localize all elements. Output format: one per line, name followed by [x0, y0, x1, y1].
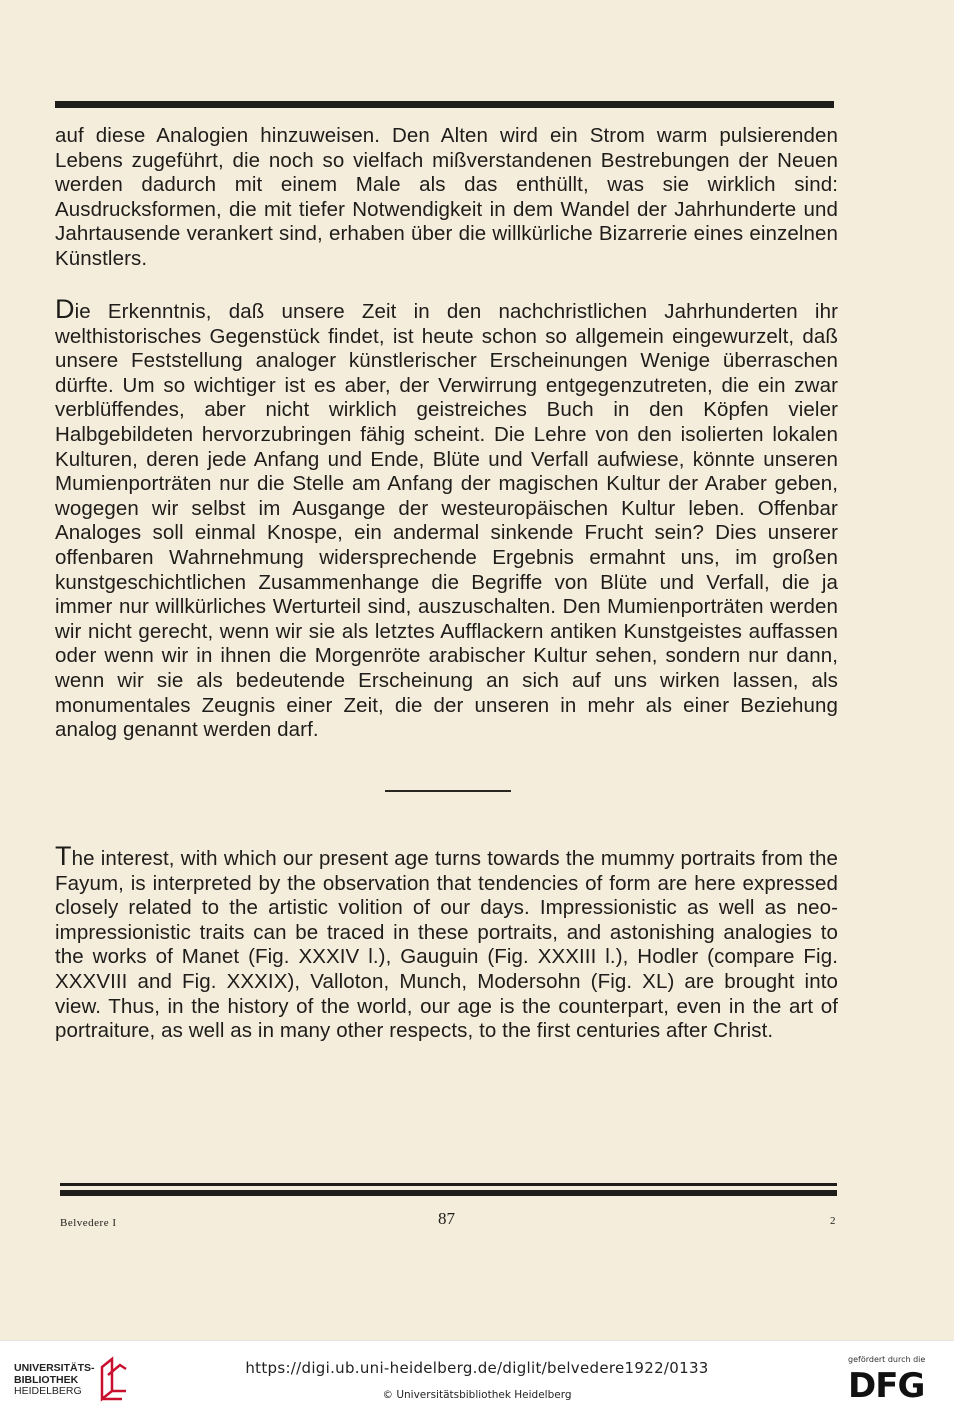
- page-number: 87: [438, 1209, 455, 1228]
- paragraph-german-1-text: auf diese Analogien hinzuweisen. Den Alten wird ein Strom warm pulsierenden Lebens zugeführt, die noch so vielfach mißverstandenen Bestrebungen der Neuen werden dadurch mit einem Male als das enthüllt, was sie wirklich sind: Ausdrucksformen, die mit tiefer Notwendigkeit in dem Wandel der Jahrhunderte und Jahrtausende verankert sind, erhaben über die willkürliche Bizarrerie eines einzelnen Künstlers.: [55, 124, 838, 270]
- bottom-rule-thin: [60, 1183, 837, 1186]
- copyright-notice: © Universitätsbibliothek Heidelberg: [382, 1389, 572, 1401]
- paragraph-german-2-text: ie Erkenntnis, daß unsere Zeit in den nachchristlichen Jahrhunderten ihr welthistorisches Gegenstück findet, ist heute schon so allgemein eingewurzelt, daß unsere Feststellung analoger künstlerischer Erscheinungen Wenige überraschen dürfte. Um so wichtiger ist es aber, der Verwirrung entgegenzutreten, die ein zwar verblüffendes, aber nicht wirklich geistreiches Buch in den Köpfen vieler Halbgebildeten hervorzubringen fähig scheint. Die Lehre von den isolierten lokalen Kulturen, deren jede Anfang und Ende, Blüte und Verfall aufwiese, könnte unseren Mumienporträten nur die Stelle am Anfang der magischen Kultur der Araber geben, wogegen wir selbst im Ausgange der westeuropäischen Kultur leben. Offenbar Analoges soll einmal Knospe, ein andermal sinkende Frucht sein? Dies unserer offenbaren Wahrnehmung widersprechende Ergebnis ermahnt uns, im großen kunstgeschichtlichen Zusammenhange die Begriffe von Blüte und Verfall, die ja immer nur willkürliches Werturteil sind, auszuschalten. Den Mumienporträten werden wir nicht gerecht, wenn wir sie als letztes Aufflackern antiken Kunstgeistes auffassen oder wenn wir in ihnen die Morgenröte arabischer Kultur sehen, sondern nur dann, wenn wir sie als bedeutende Erscheinung an sich auf uns wirken lassen, als monumentales Zeugnis einer Zeit, die der unseren in mehr als einer Beziehung analog genannt werden darf.: [55, 300, 838, 742]
- dfg-logo[interactable]: DFG: [848, 1366, 925, 1406]
- paragraph-german-1: [55, 124, 838, 272]
- logo-line-2: BIBLIOTHEK: [14, 1373, 79, 1386]
- paragraph-english-text: he interest, with which our present age turns towards the mummy portraits from the Fayum, is interpreted by the observation that tendencies of form are here expressed closely related to the artistic volition of our days. Impressionistic as well as neo-impressionistic traits can be traced in these portraits, and astonishing analogies to the works of Manet (Fig. XXXIV l.), Gauguin (Fig. XXXIII l.), Hodler (compare Fig. XXXVIII and Fig. XXXIX), Valloton, Munch, Modersohn (Fig. XL) are brought into view. Thus, in the history of the world, our age is the counterpart, even in the art of portraiture, as well as in many other respects, to the first centuries after Christ.: [55, 847, 838, 1043]
- initial-letter: T: [55, 841, 72, 871]
- funder-label: gefördert durch die: [848, 1355, 926, 1364]
- initial-letter: D: [55, 294, 75, 324]
- section-divider: [385, 790, 511, 792]
- journal-name: Belvedere I: [60, 1217, 117, 1229]
- logo-line-3: HEIDELBERG: [14, 1385, 82, 1397]
- logo-line-1: UNIVERSITÄTS-: [14, 1362, 95, 1374]
- paragraph-german-2: [55, 294, 838, 743]
- top-rule: [55, 101, 834, 108]
- paragraph-english: [55, 841, 838, 1044]
- signature-mark: 2: [830, 1215, 836, 1227]
- library-footer-bar: [0, 1340, 954, 1415]
- permalink-url[interactable]: https://digi.ub.uni-heidelberg.de/diglit/belvedere1922/0133: [245, 1359, 709, 1377]
- bottom-rule-thick: [60, 1190, 837, 1196]
